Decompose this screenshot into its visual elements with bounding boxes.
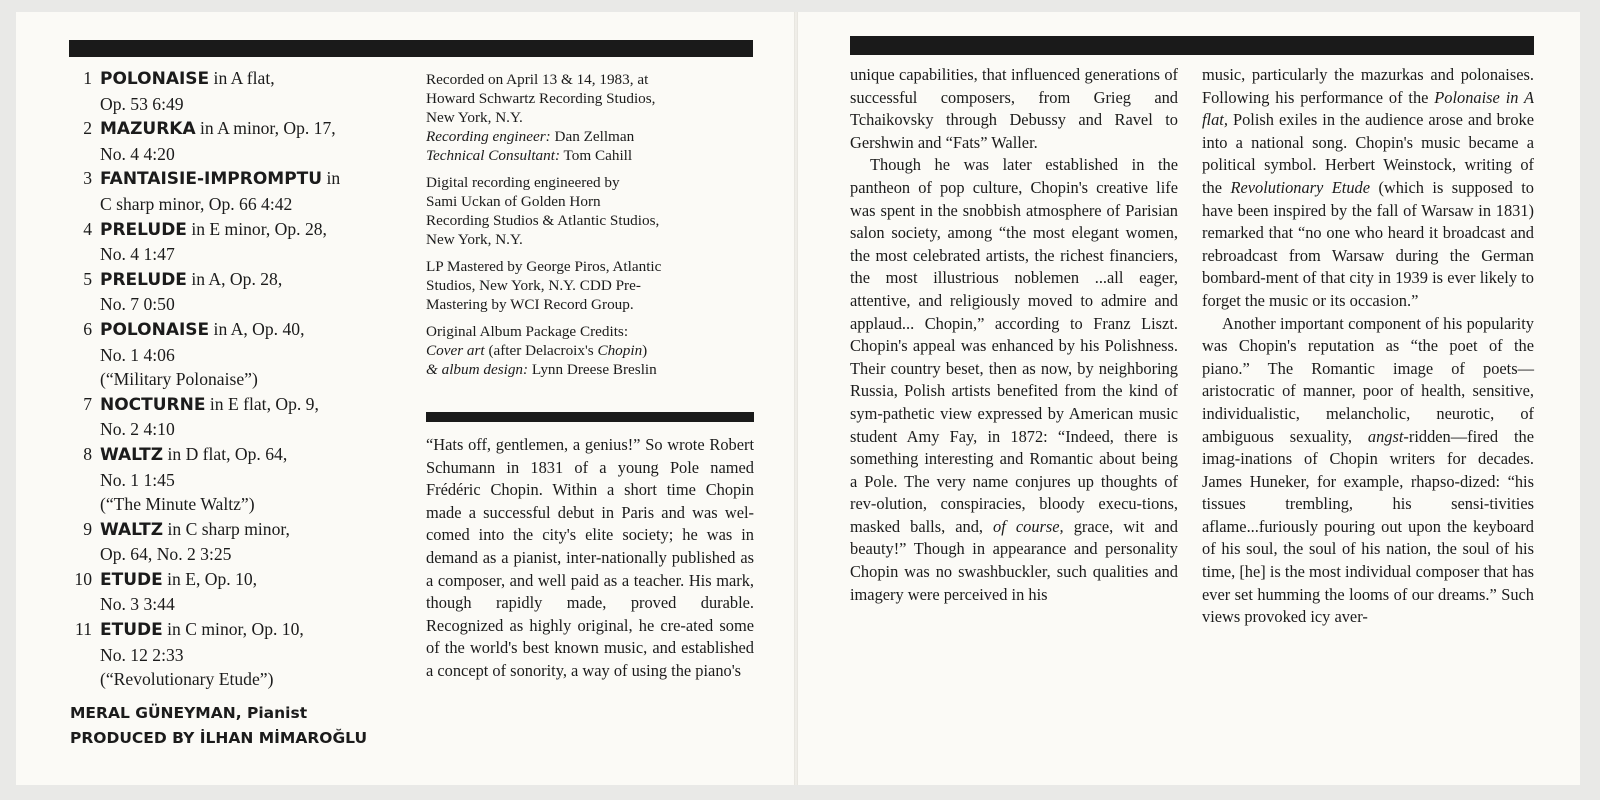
track-detail: in A flat, xyxy=(209,68,275,88)
track-line xyxy=(100,267,410,293)
track-line: No. 4 4:20 xyxy=(100,143,175,164)
credit-line xyxy=(426,211,756,230)
credit-text: ) xyxy=(642,342,648,359)
track-item xyxy=(70,66,410,116)
track-item xyxy=(70,267,410,317)
credit-role: Technical Consultant: xyxy=(426,147,561,164)
producer-credit: PRODUCED BY İLHAN MİMAROĞLU xyxy=(70,729,368,747)
track-line xyxy=(100,66,410,92)
credit-text: Digital recording engineered by xyxy=(426,174,620,191)
credit-block xyxy=(426,257,756,314)
credit-line xyxy=(426,295,756,314)
track-detail: in C sharp minor, xyxy=(163,518,290,539)
credit-text: New York, N.Y. xyxy=(426,231,523,248)
credit-role: Recording engineer: xyxy=(426,128,551,145)
credit-line xyxy=(426,276,756,295)
track-detail: in A, Op. 28, xyxy=(186,268,283,289)
book-gutter xyxy=(794,12,798,785)
track-item xyxy=(70,217,410,267)
track-item xyxy=(70,317,410,392)
track-detail: in xyxy=(322,168,341,189)
track-line: No. 2 4:10 xyxy=(100,419,175,440)
essay-emphasis: Polonaise in A flat, xyxy=(1202,87,1535,130)
track-name: NOCTURNE xyxy=(100,394,206,415)
credit-text: LP Mastered by George Piros, Atlantic xyxy=(426,258,662,275)
essay-text: Another important component of his popularity was Chopin's reputation as “the poet of the piano.” The Romantic image of poets—aristocratic of manner, poor of health, sensitive, individualistic, melancholic, neurotic, of ambiguous sexuality, xyxy=(1202,313,1534,446)
track-detail: in A, Op. 40, xyxy=(209,318,305,339)
track-line: Op. 64, No. 2 3:25 xyxy=(100,544,232,565)
track-line: No. 3 3:44 xyxy=(100,594,175,615)
essay-text: “Hats off, gentlemen, a genius!” So wrote Robert Schumann in 1831 of a young Pole named Frédéric Chopin. Within a short time Chopin made a successful debut in Paris and was wel-comed into the city's elite society; he was in demand as a pianist, inter-nationally published as a composer, and well paid as a teacher. His mark, though rapidly made, proved durable. Recognized as highly original, he cre-ated some of the world's best known music, and established a concept of sonority, a way of using the piano's xyxy=(426,435,754,680)
track-line: (“The Minute Waltz”) xyxy=(100,494,255,515)
track-item xyxy=(70,392,410,442)
credit-role: & album design: xyxy=(426,361,529,378)
rule-mid-left xyxy=(426,412,754,422)
track-name: MAZURKA xyxy=(100,119,196,140)
track-number: 11 xyxy=(75,619,92,640)
credit-title: Chopin xyxy=(597,342,643,359)
credit-text: Sami Uckan of Golden Horn xyxy=(426,193,601,210)
track-line xyxy=(100,517,410,543)
essay-text: music, particularly the mazurkas and polonaises. Following his performance of the xyxy=(1202,65,1534,107)
track-line xyxy=(100,617,410,643)
essay-text: grace, wit and beauty!” Though in appearance and personality Chopin was no swashbuckler, such qualities and imagery were perceived in his xyxy=(850,516,1178,604)
track-number: 4 xyxy=(83,218,92,239)
credit-text: Dan Zellman xyxy=(550,128,635,145)
track-detail: in C minor, Op. 10, xyxy=(162,619,304,640)
essay-column-2 xyxy=(850,64,1178,606)
credit-text: Lynn Dreese Breslin xyxy=(528,361,657,378)
credit-line xyxy=(426,70,756,89)
track-line xyxy=(100,567,410,593)
track-name: ETUDE xyxy=(100,620,163,641)
credit-line xyxy=(426,108,756,127)
track-line xyxy=(100,442,410,468)
track-number: 1 xyxy=(83,68,92,88)
performer-credit: MERAL GÜNEYMAN, Pianist xyxy=(70,704,308,722)
recording-credits xyxy=(426,70,756,387)
essay-text: -ridden—fired the imag-inations of Chopin writers for decades. James Huneker, for example, rhapso-dized: “his tissues trembling, his sensi-tivities aflame...furiously pouring out upon the keyboard of his soul, the soul of his nation, the soul of his time, [he] is the most individual composer that has ever set humming the looms of our dreams.” Such views provoked icy aver- xyxy=(1202,426,1534,627)
essay-emphasis: Revolutionary Etude xyxy=(1230,177,1370,197)
rule-top-left xyxy=(69,40,753,57)
track-number: 7 xyxy=(83,393,92,414)
track-line: No. 12 2:33 xyxy=(100,644,184,665)
track-item xyxy=(70,517,410,567)
credit-line xyxy=(426,257,756,276)
track-name: PRELUDE xyxy=(100,269,187,290)
essay-paragraph xyxy=(1202,64,1534,313)
track-line: Op. 53 6:49 xyxy=(100,93,184,114)
credit-text: Recorded on April 13 & 14, 1983, at xyxy=(426,71,649,88)
essay-emphasis: of course, xyxy=(993,516,1064,536)
credit-line xyxy=(426,230,756,249)
track-line: C sharp minor, Op. 66 4:42 xyxy=(100,193,293,214)
essay-column-3 xyxy=(1202,64,1534,629)
essay-text: unique capabilities, that influenced generations of successful composers, from Grieg and Tchaikovsky through Debussy and Ravel to Gershwin and “Fats” Waller. xyxy=(850,65,1178,152)
track-line xyxy=(100,217,410,243)
track-number: 5 xyxy=(83,268,92,289)
track-item xyxy=(70,617,410,692)
credit-block xyxy=(426,173,756,249)
track-detail: in A minor, Op. 17, xyxy=(195,118,336,139)
essay-text: (which is supposed to have been inspired by the fall of Warsaw in 1831) remarked that “no one who heard it broadcast and rebroadcast from Warsaw during the German bombard-ment of that city in 1939 is ever likely to forget the music or its occasion.” xyxy=(1202,177,1534,310)
track-line: No. 1 1:45 xyxy=(100,469,175,490)
credit-text: Recording Studios & Atlantic Studios, xyxy=(426,212,660,229)
track-number: 9 xyxy=(83,518,92,539)
essay-paragraph xyxy=(850,154,1178,606)
track-detail: in E flat, Op. 9, xyxy=(205,393,319,414)
essay-column-1 xyxy=(426,434,754,683)
credit-line xyxy=(426,192,756,211)
track-line xyxy=(100,116,410,142)
credit-line xyxy=(426,360,756,379)
credit-text: New York, N.Y. xyxy=(426,109,523,126)
essay-text: Though he was later established in the pantheon of pop culture, Chopin's creative life was spent in the snobbish atmosphere of Parisian salon society, among “the most elegant women, the most celebrated artists, the richest financiers, the most illustrious noblemen ...all eager, attentive, and religiously moved to admire and applaud... Chopin,” according to Franz Liszt. Chopin's appeal was enhanced by his Polishness. Their country beset, then as now, by neighboring Russia, Polish artists benefited from the kind of sym-pathetic view expressed by American music student Amy Fay, in 1872: “Indeed, there is something interesting and Romantic about being a Pole. The very name conjures up thoughts of rev-olution, conspiracies, bloody execu-tions, masked balls, and, xyxy=(850,155,1178,536)
track-number: 3 xyxy=(83,168,92,189)
essay-emphasis: angst xyxy=(1367,426,1404,446)
credit-line xyxy=(426,89,756,108)
track-line: No. 4 1:47 xyxy=(100,244,175,265)
track-name: ETUDE xyxy=(100,569,163,590)
track-line: No. 1 4:06 xyxy=(100,344,175,365)
track-line xyxy=(100,317,410,343)
credit-text: (after Delacroix's xyxy=(484,342,598,359)
essay-text: Polish exiles in the audience arose and broke into a national song. Chopin's music became a political symbol. Herbert Weinstock, writing of the xyxy=(1202,110,1534,197)
credit-line xyxy=(426,146,756,165)
track-item xyxy=(70,567,410,617)
track-item xyxy=(70,116,410,166)
track-item xyxy=(70,166,410,216)
track-name: WALTZ xyxy=(100,519,164,540)
track-number: 8 xyxy=(83,443,92,464)
track-detail: in E, Op. 10, xyxy=(162,568,258,589)
track-name: POLONAISE xyxy=(100,69,210,89)
track-list xyxy=(70,66,410,692)
essay-paragraph xyxy=(1202,313,1534,629)
credit-text: Howard Schwartz Recording Studios, xyxy=(426,90,656,107)
credit-text: Tom Cahill xyxy=(560,147,633,164)
credit-block xyxy=(426,70,756,165)
credit-line xyxy=(426,341,756,360)
credit-text: Original Album Package Credits: xyxy=(426,323,629,340)
credit-line xyxy=(426,173,756,192)
track-line xyxy=(100,392,410,418)
credit-line xyxy=(426,322,756,341)
track-name: POLONAISE xyxy=(100,319,210,340)
credit-text: Studios, New York, N.Y. CDD Pre- xyxy=(426,277,641,294)
track-line: (“Military Polonaise”) xyxy=(100,369,258,390)
credit-line xyxy=(426,127,756,146)
credit-text: Mastering by WCI Record Group. xyxy=(426,296,634,313)
track-name: FANTAISIE-IMPROMPTU xyxy=(100,169,323,190)
track-line xyxy=(100,166,410,192)
track-number: 10 xyxy=(74,568,92,589)
rule-top-right xyxy=(850,36,1534,55)
track-line: No. 7 0:50 xyxy=(100,294,175,315)
track-item xyxy=(70,442,410,517)
track-line: (“Revolutionary Etude”) xyxy=(100,669,274,690)
track-name: WALTZ xyxy=(100,444,164,465)
track-detail: in E minor, Op. 28, xyxy=(186,218,327,239)
credit-block xyxy=(426,322,756,379)
essay-paragraph xyxy=(850,64,1178,154)
essay-paragraph xyxy=(426,434,754,683)
track-number: 6 xyxy=(83,318,92,339)
track-number: 2 xyxy=(83,118,92,139)
credit-role: Cover art xyxy=(426,342,485,359)
track-detail: in D flat, Op. 64, xyxy=(163,443,288,464)
track-name: PRELUDE xyxy=(100,219,187,240)
